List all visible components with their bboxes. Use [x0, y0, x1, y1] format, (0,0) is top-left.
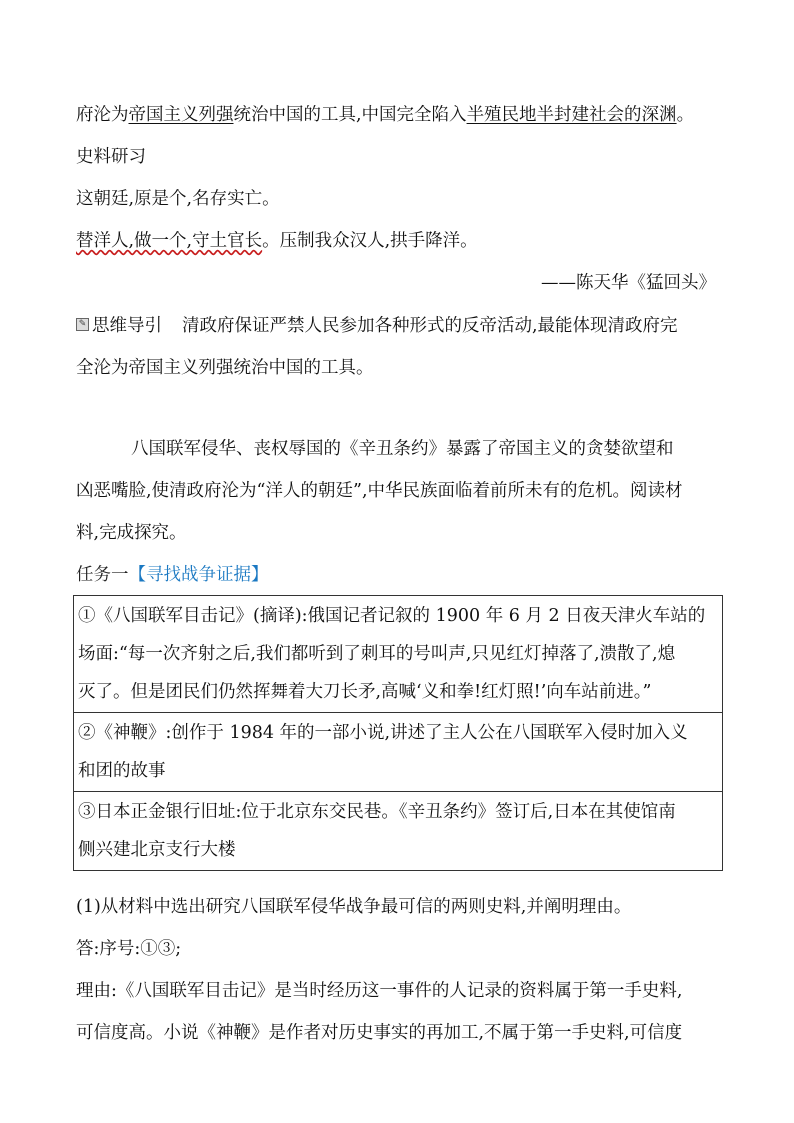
verse-rest: 。压制我众汉人,拱手降洋。	[262, 231, 478, 251]
task-title: 【寻找战争证据】	[128, 565, 269, 585]
passage-line-2: 凶恶嘴脸,使清政府沦为“洋人的朝廷”,中华民族面临着前所未有的危机。阅读材	[76, 481, 683, 501]
reason-line-1: 理由:《八国联军目击记》是当时经历这一事件的人记录的资料属于第一手史料,	[76, 981, 683, 1001]
material-row-3	[74, 792, 722, 870]
material-1-line-3: 灭了。但是团民们仍然挥舞着大刀长矛,高喊‘义和拳!红灯照!’向车站前进。”	[78, 682, 652, 702]
verse-wavy: 替洋人,做一个,守土官长	[76, 231, 263, 251]
verse-line-1: 这朝廷,原是个,名存实亡。	[76, 189, 280, 209]
materials-table	[73, 595, 723, 871]
study-heading: 史料研习	[76, 147, 146, 167]
reason-line-2: 可信度高。小说《神鞭》是作者对历史事实的再加工,不属于第一手史料,可信度	[76, 1023, 683, 1043]
verse-line-2	[76, 228, 478, 254]
task-label: 任务一	[76, 565, 129, 585]
intro-underline-1: 帝国主义列强	[128, 105, 234, 125]
task-heading	[76, 562, 269, 588]
guide-icon: ✎	[76, 318, 89, 331]
answer-text: 答:序号:①③;	[76, 939, 182, 959]
material-1-line-2: 场面:“每一次齐射之后,我们都听到了刺耳的号叫声,只见红灯掉落了,溃散了,熄	[78, 644, 676, 664]
intro-text-a: 府沦为	[76, 105, 129, 125]
guide-text-1: 清政府保证严禁人民参加各种形式的反帝活动,最能体现清政府完	[182, 316, 678, 336]
material-3-line-2: 侧兴建北京支行大楼	[78, 840, 236, 860]
material-row-2	[74, 713, 722, 792]
material-3-line-1: ③日本正金银行旧址:位于北京东交民巷。《辛丑条约》签订后,日本在其使馆南	[78, 802, 676, 822]
question-text: (1)从材料中选出研究八国联军侵华战争最可信的两则史料,并阐明理由。	[76, 897, 632, 917]
material-row-1	[74, 596, 722, 713]
intro-underline-2: 半殖民地半封建社会的深渊	[466, 105, 677, 125]
intro-line	[76, 102, 694, 128]
guide-line-1	[76, 313, 678, 339]
material-2-line-1: ②《神鞭》:创作于 1984 年的一部小说,讲述了主人公在八国联军入侵时加入义	[78, 723, 688, 743]
verse-source: ——陈天华《猛回头》	[541, 273, 716, 293]
material-1-line-1: ①《八国联军目击记》(摘译):俄国记者记叙的 1900 年 6 月 2 日夜天津火车站的	[78, 606, 706, 626]
passage-line-1: 八国联军侵华、丧权辱国的《辛丑条约》暴露了帝国主义的贪婪欲望和	[131, 439, 674, 459]
passage-line-3: 料,完成探究。	[76, 523, 187, 543]
guide-label: 思维导引	[92, 316, 162, 336]
intro-text-b: 统治中国的工具,中国完全陷入	[233, 105, 467, 125]
material-2-line-2: 和团的故事	[78, 761, 166, 781]
guide-line-2: 全沦为帝国主义列强统治中国的工具。	[76, 358, 374, 378]
intro-end: 。	[676, 105, 695, 125]
